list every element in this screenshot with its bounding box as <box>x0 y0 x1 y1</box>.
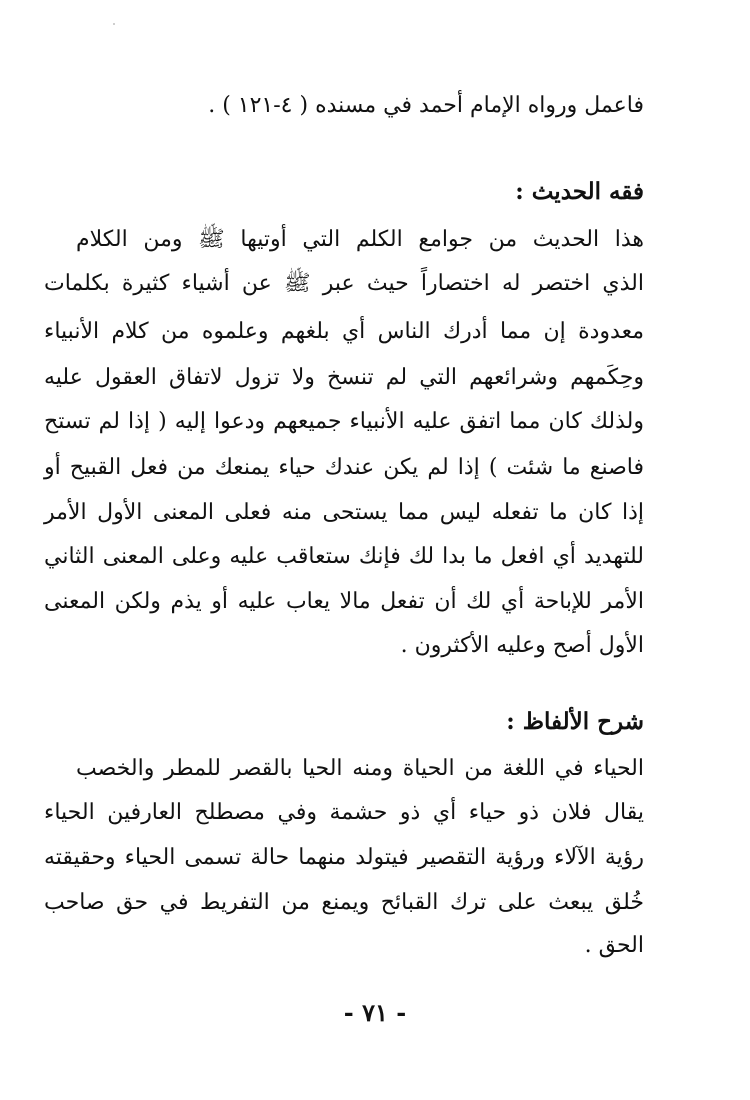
heading-sharh-al-alfaz: شرح الألفاظ : <box>506 708 644 735</box>
section2-line-2: يقال فلان ذو حياء أي ذو حشمة وفي مصطلح العارفين الحياء <box>44 800 644 825</box>
heading-fiqh-al-hadith: فقه الحديث : <box>515 178 644 205</box>
section1-line-10: الأول أصح وعليه الأكثرون . <box>400 633 644 658</box>
page-number: - ٧١ - <box>343 998 407 1027</box>
section2-line-3: رؤية الآلاء ورؤية التقصير فيتولد منهما حالة تسمى الحياء وحقيقته <box>44 845 644 870</box>
section1-line-3: معدودة إن مما أدرك الناس أي بلغهم وعلموه من كلام الأنبياء <box>44 319 644 344</box>
section1-line-6: فاصنع ما شئت ) إذا لم يكن عندك حياء يمنعك من فعل القبيح أو <box>44 455 644 480</box>
section2-line-5: الحق . <box>584 933 644 958</box>
section1-line-4: وحِكَمهم وشرائعهم التي لم تنسخ ولا تزول لاتفاق العقول عليه <box>44 365 644 390</box>
section1-line-1: هذا الحديث من جوامع الكلم التي أوتيها ﷺ ومن الكلام <box>76 227 644 252</box>
top-line: فاعمل ورواه الإمام أحمد في مسنده ( ٤-١٢١ ) . <box>208 93 644 118</box>
section2-line-1: الحياء في اللغة من الحياة ومنه الحيا بالقصر للمطر والخصب <box>76 756 644 781</box>
section2-line-4: خُلق يبعث على ترك القبائح ويمنع من التفريط في حق صاحب <box>44 890 644 915</box>
section1-line-8: للتهديد أي افعل ما بدا لك فإنك ستعاقب عليه وعلى المعنى الثاني <box>44 544 644 569</box>
section1-line-7: إذا كان ما تفعله ليس مما يستحى منه فعلى المعنى الأول الأمر <box>44 500 644 525</box>
section1-line-9: الأمر للإباحة أي لك أن تفعل مالا يعاب عليه أو يذم ولكن المعنى <box>44 589 644 614</box>
section1-line-2: الذي اختصر له اختصاراً حيث عبر ﷺ عن أشياء كثيرة بكلمات <box>44 271 644 296</box>
section1-line-5: ولذلك كان مما اتفق عليه الأنبياء جميعهم ودعوا إليه ( إذا لم تستح <box>44 409 644 434</box>
scan-speck <box>113 23 115 25</box>
